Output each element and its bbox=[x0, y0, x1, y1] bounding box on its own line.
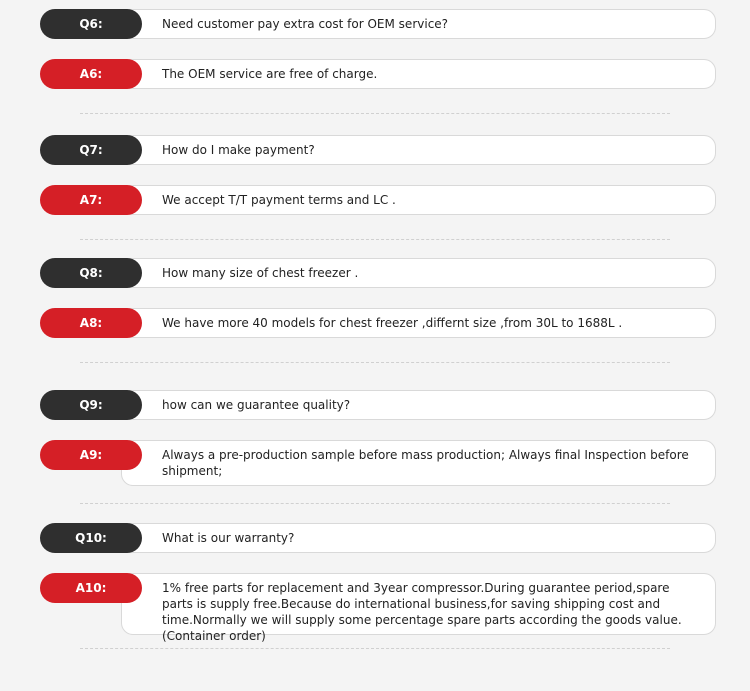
question-text: What is our warranty? bbox=[162, 531, 295, 545]
answer-label: A8: bbox=[40, 308, 142, 338]
answer-text: Always a pre-production sample before mass production; Always final Inspection before shipment; bbox=[162, 448, 689, 478]
question-label: Q6: bbox=[40, 9, 142, 39]
question-label: Q7: bbox=[40, 135, 142, 165]
question-text: Need customer pay extra cost for OEM service? bbox=[162, 17, 449, 31]
answer-text: 1% free parts for replacement and 3year compressor.During guarantee period,spare parts is supply free.Because do international business,for saving shipping cost and time.Normally we will supply some percentage spare parts according the goods value.(Container order) bbox=[162, 581, 682, 643]
faq-answer-row bbox=[40, 440, 716, 486]
faq-answer-row bbox=[40, 308, 716, 338]
answer-label: A6: bbox=[40, 59, 142, 89]
faq-question-row bbox=[40, 135, 716, 165]
question-text: How do I make payment? bbox=[162, 143, 315, 157]
question-text: How many size of chest freezer . bbox=[162, 266, 359, 280]
dashed-divider bbox=[80, 362, 670, 363]
dashed-divider bbox=[80, 648, 670, 649]
answer-label: A7: bbox=[40, 185, 142, 215]
dashed-divider bbox=[80, 503, 670, 504]
faq-question-row bbox=[40, 258, 716, 288]
faq-answer-row bbox=[40, 185, 716, 215]
dashed-divider bbox=[80, 239, 670, 240]
question-label: Q10: bbox=[40, 523, 142, 553]
answer-label: A9: bbox=[40, 440, 142, 470]
question-text: how can we guarantee quality? bbox=[162, 398, 351, 412]
faq-answer-row bbox=[40, 573, 716, 643]
answer-label: A10: bbox=[40, 573, 142, 603]
faq-question-row bbox=[40, 523, 716, 553]
answer-text: We accept T/T payment terms and LC . bbox=[162, 193, 396, 207]
faq-question-row bbox=[40, 390, 716, 420]
faq-question-row bbox=[40, 9, 716, 39]
answer-text: We have more 40 models for chest freezer ,differnt size ,from 30L to 1688L . bbox=[162, 316, 623, 330]
question-label: Q9: bbox=[40, 390, 142, 420]
faq-answer-row bbox=[40, 59, 716, 89]
question-label: Q8: bbox=[40, 258, 142, 288]
answer-text: The OEM service are free of charge. bbox=[162, 67, 378, 81]
dashed-divider bbox=[80, 113, 670, 114]
